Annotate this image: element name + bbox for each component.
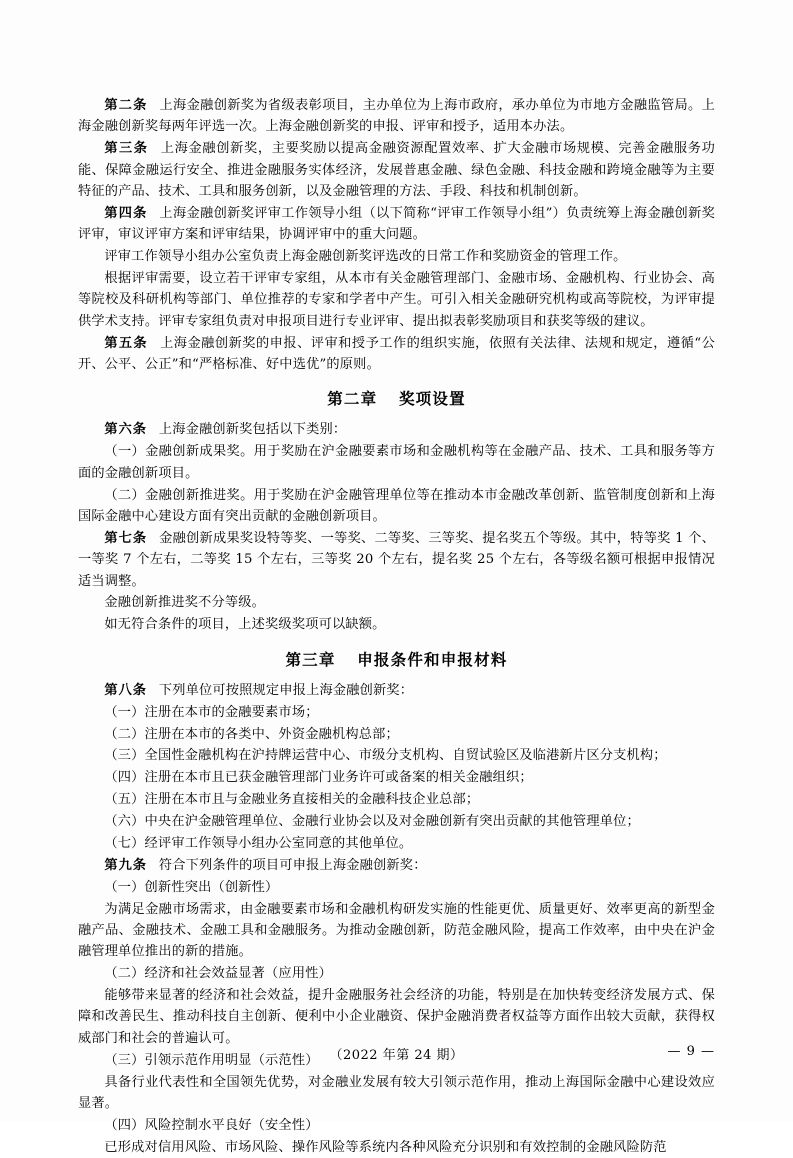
paragraph bbox=[78, 614, 715, 635]
paragraph bbox=[78, 528, 715, 592]
chapter-heading-2 bbox=[78, 386, 715, 411]
paragraph bbox=[78, 333, 715, 376]
paragraph bbox=[78, 95, 715, 138]
clause-text: 上海金融创新奖评审工作领导小组（以下简称“评审工作领导小组”）负责统筹上海金融创新奖评审，审议评审方案和评审结果，协调评审中的重大问题。 bbox=[78, 205, 715, 243]
paragraph bbox=[78, 680, 715, 701]
paragraph bbox=[78, 592, 715, 613]
paragraph bbox=[78, 899, 715, 963]
clause-text: 金融创新推进奖不分等级。 bbox=[104, 595, 266, 611]
page-footer bbox=[78, 1044, 715, 1064]
paragraph bbox=[78, 789, 715, 810]
paragraph bbox=[78, 203, 715, 246]
clause-label: 第六条 bbox=[104, 422, 147, 438]
chapter-heading-3 bbox=[78, 647, 715, 672]
paragraph bbox=[78, 811, 715, 832]
clause-label: 第二条 bbox=[104, 98, 148, 113]
clause-text: （七）经评审工作领导小组办公室同意的其他单位。 bbox=[104, 835, 413, 851]
chapter-label: 第二章 bbox=[327, 389, 378, 409]
clause-text: 上海金融创新奖，主要奖励以提高金融资源配置效率、扩大金融市场规模、完善金融服务功能、保障金融运行安全、推进金融服务实体经济，发展普惠金融、绿色金融、科技金融和跨境金融等为主要特征的产品、技术、工具和服务创新，以及金融管理的方法、手段、科技和机制创新。 bbox=[78, 141, 716, 199]
paragraph bbox=[78, 1072, 715, 1115]
paragraph bbox=[78, 877, 715, 898]
clause-label: 第九条 bbox=[104, 857, 147, 873]
paragraph bbox=[78, 1115, 715, 1136]
clause-text: 下列单位可按照规定申报上海金融创新奖： bbox=[158, 682, 414, 698]
clause-text: 已形成对信用风险、市场风险、操作风险等系统内各种风险充分识别和有效控制的金融风险防范 bbox=[104, 1139, 667, 1155]
clause-text: 评审工作领导小组办公室负责上海金融创新奖评选改的日常工作和奖励资金的管理工作。 bbox=[104, 249, 627, 265]
clause-text: 上海金融创新奖包括以下类别： bbox=[158, 422, 347, 438]
clause-text: （六）中央在沪金融管理单位、金融行业协会以及对金融创新有突出贡献的其他管理单位； bbox=[104, 814, 640, 830]
clause-text: 如无符合条件的项目，上述奖级奖项可以缺额。 bbox=[104, 617, 386, 633]
clause-text: （一）创新性突出（创新性） bbox=[104, 879, 279, 895]
paragraph bbox=[78, 138, 715, 202]
document-body bbox=[78, 95, 715, 1158]
clause-text: 根据评审需要，设立若干评审专家组，从本市有关金融管理部门、金融市场、金融机构、行业协会、高等院校及科研机构等部门、单位推荐的专家和学者中产生。可引入相关金融研究机构或高等院校，为评审提供学术支持。评审专家组负责对申报项目进行专业评审、提出拟表彰奖励项目和获奖等级的建议。 bbox=[78, 271, 715, 329]
clause-label: 第三条 bbox=[104, 141, 149, 157]
paragraph bbox=[78, 702, 715, 723]
clause-text: 具备行业代表性和全国领先优势，对金融业发展有较大引领示范作用，推动上海国际金融中心建设效应显著。 bbox=[78, 1074, 715, 1111]
clause-text: （一）注册在本市的金融要素市场； bbox=[104, 704, 319, 720]
clause-text: 能够带来显著的经济和社会效益，提升金融服务社会经济的功能，特别是在加快转变经济发展方式、保障和改善民生、推动科技自主创新、便利中小企业融资、保护金融消费者权益等方面作出较大贡献，获得权威部门和社会的普遍认可。 bbox=[78, 988, 715, 1046]
clause-text: （五）注册在本市且与金融业务直接相关的金融科技企业总部； bbox=[104, 792, 480, 808]
paragraph bbox=[78, 419, 715, 440]
clause-text: 上海金融创新奖的申报、评审和授予工作的组织实施，依照有关法律、法规和规定，遵循“公开、公平、公正”和“严格标准、好中选优”的原则。 bbox=[78, 335, 715, 372]
chapter-label: 第三章 bbox=[285, 649, 336, 669]
clause-text: （四）风险控制水平良好（安全性） bbox=[104, 1117, 319, 1133]
clause-text: （二）注册在本市的各类中、外资金融机构总部； bbox=[104, 726, 399, 742]
clause-label: 第七条 bbox=[104, 530, 148, 546]
issue-label: （2022 年第 24 期） bbox=[329, 1048, 464, 1063]
paragraph bbox=[78, 724, 715, 745]
paragraph bbox=[78, 246, 715, 267]
paragraph bbox=[78, 963, 715, 984]
chapter-title: 奖项设置 bbox=[398, 389, 466, 409]
clause-text: 为满足金融市场需求，由金融要素市场和金融机构研发实施的性能更优、质量更好、效率更高的新型金融产品、金融技术、金融工具和金融服务。为推动金融创新，防范金融风险，提高工作效率，由中央在沪金融管理单位推出的新的措施。 bbox=[78, 901, 715, 960]
page-number: — 9 — bbox=[667, 1044, 715, 1059]
chapter-title: 申报条件和申报材料 bbox=[357, 649, 508, 669]
clause-text: （一）金融创新成果奖。用于奖励在沪金融要素市场和金融机构等在金融产品、技术、工具和服务等方面的金融创新项目。 bbox=[78, 444, 715, 481]
clause-text: 上海金融创新奖为省级表彰项目，主办单位为上海市政府，承办单位为市地方金融监管局。上海金融创新奖每两年评选一次。上海金融创新奖的申报、评审和授予，适用本办法。 bbox=[78, 98, 715, 135]
clause-text: （四）注册在本市且已获金融管理部门业务许可或备案的相关金融组织； bbox=[104, 770, 533, 786]
paragraph bbox=[78, 485, 715, 528]
clause-label: 第五条 bbox=[104, 335, 148, 351]
clause-text: （二）金融创新推进奖。用于奖励在沪金融管理单位等在推动本市金融改革创新、监管制度创新和上海国际金融中心建设方面有突出贡献的金融创新项目。 bbox=[78, 487, 715, 524]
clause-text: （三）全国性金融机构在沪持牌运营中心、市级分支机构、自贸试验区及临港新片区分支机构； bbox=[104, 748, 667, 764]
clause-text: 符合下列条件的项目可申报上海金融创新奖： bbox=[158, 857, 427, 873]
paragraph bbox=[78, 767, 715, 788]
paragraph bbox=[78, 268, 715, 332]
clause-label: 第八条 bbox=[104, 682, 147, 698]
clause-text: 金融创新成果奖设特等奖、一等奖、二等奖、三等奖、提名奖五个等级。其中，特等奖 1 个、一等奖 7 个左右，二等奖 15 个左右，三等奖 20 个左右，提名奖 25 个左右，各等级名额可根据申报情况适当调整。 bbox=[78, 530, 716, 589]
paragraph bbox=[78, 441, 715, 484]
paragraph bbox=[78, 745, 715, 766]
clause-label: 第四条 bbox=[104, 205, 148, 221]
paragraph bbox=[78, 985, 715, 1049]
paragraph bbox=[78, 855, 715, 876]
clause-text: （二）经济和社会效益显著（应用性） bbox=[104, 966, 332, 982]
clause-text: （三）引领示范作用明显（示范性） bbox=[104, 1052, 319, 1068]
paragraph bbox=[78, 1137, 715, 1158]
paragraph bbox=[78, 833, 715, 854]
